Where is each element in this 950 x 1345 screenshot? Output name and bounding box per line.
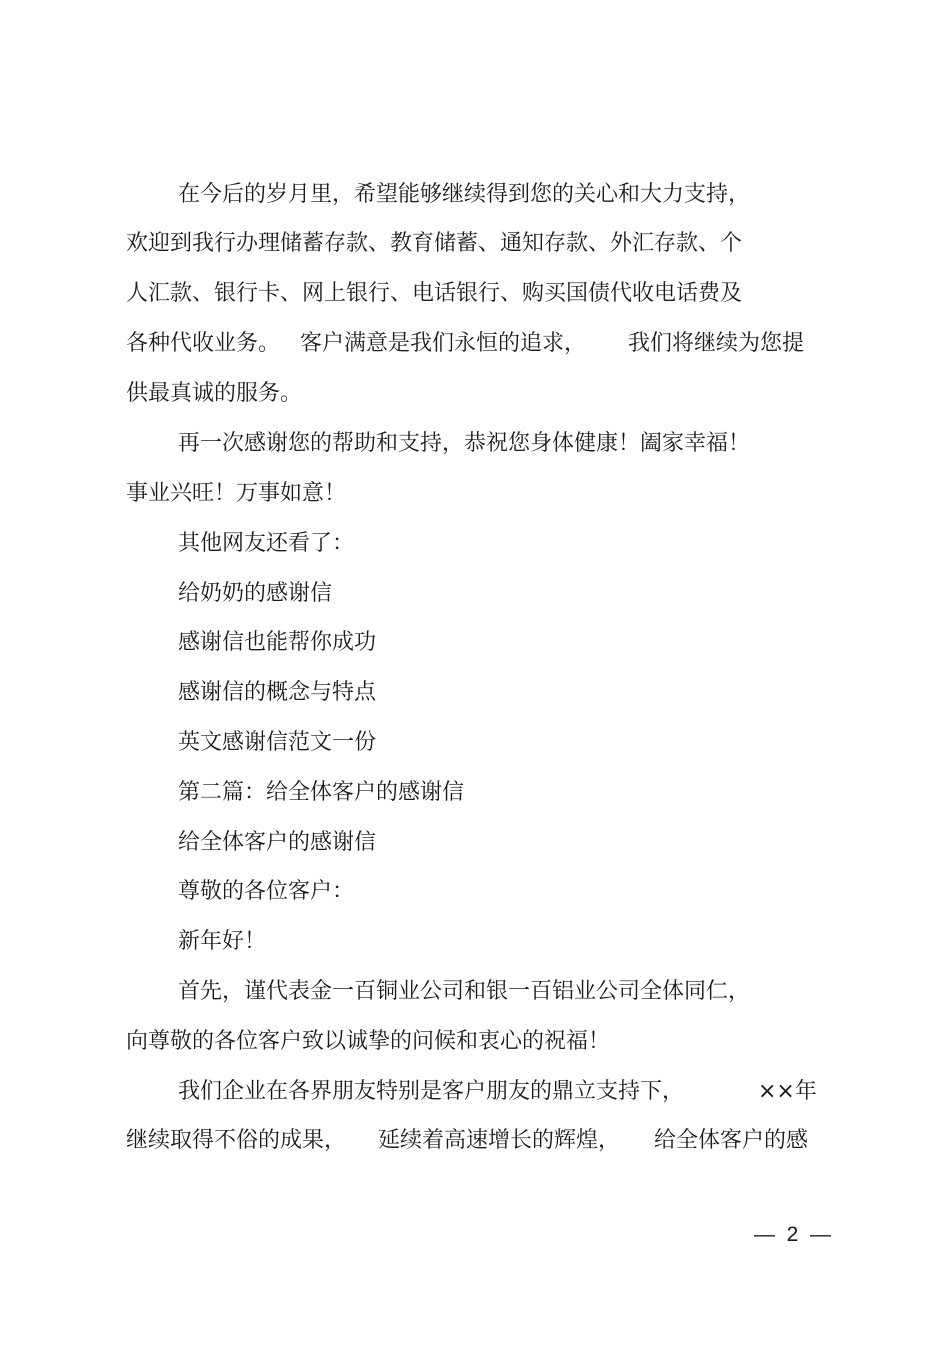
line-segment: 延续着高速增长的辉煌， <box>378 1128 621 1153</box>
paragraph-line <box>0 324 950 364</box>
line-segment: 各种代收业务。 <box>126 331 281 356</box>
line-segment: 继续取得不俗的成果， <box>126 1128 347 1153</box>
paragraph-line: 事业兴旺！万事如意！ <box>126 481 347 506</box>
line-segment: 客户满意是我们永恒的追求， <box>300 331 587 356</box>
related-link[interactable]: 感谢信的概念与特点 <box>178 680 377 705</box>
related-link[interactable]: 给奶奶的感谢信 <box>178 581 333 606</box>
paragraph-line: 欢迎到我行办理储蓄存款、教育储蓄、通知存款、外汇存款、个 <box>126 231 743 256</box>
related-heading: 其他网友还看了： <box>178 531 355 556</box>
paragraph-line: 向尊敬的各位客户致以诚挚的问候和衷心的祝福！ <box>126 1029 611 1054</box>
section-heading: 第二篇：给全体客户的感谢信 <box>178 780 465 805</box>
line-segment: 我们企业在各界朋友特别是客户朋友的鼎立支持下， <box>178 1079 685 1104</box>
line-segment: 给全体客户的感 <box>654 1128 809 1153</box>
related-link[interactable]: 感谢信也能帮你成功 <box>178 630 377 655</box>
paragraph-line <box>0 1072 950 1112</box>
paragraph-line: 供最真诚的服务。 <box>126 381 303 406</box>
page-number: — 2 — <box>754 1223 832 1246</box>
paragraph-line: 在今后的岁月里，希望能够继续得到您的关心和大力支持， <box>178 182 751 207</box>
letter-title: 给全体客户的感谢信 <box>178 830 377 855</box>
greeting: 新年好！ <box>178 929 267 954</box>
related-link[interactable]: 英文感谢信范文一份 <box>178 730 377 755</box>
paragraph-line: 再一次感谢您的帮助和支持，恭祝您身体健康！阖家幸福！ <box>178 431 751 456</box>
salutation: 尊敬的各位客户： <box>178 879 355 904</box>
line-segment: ××年 <box>758 1079 817 1104</box>
line-segment: 我们将继续为您提 <box>628 331 805 356</box>
paragraph-line <box>0 1121 950 1161</box>
paragraph-line: 首先，谨代表金一百铜业公司和银一百铝业公司全体同仁， <box>178 979 751 1004</box>
paragraph-line: 人汇款、银行卡、网上银行、电话银行、购买国债代收电话费及 <box>126 281 743 306</box>
